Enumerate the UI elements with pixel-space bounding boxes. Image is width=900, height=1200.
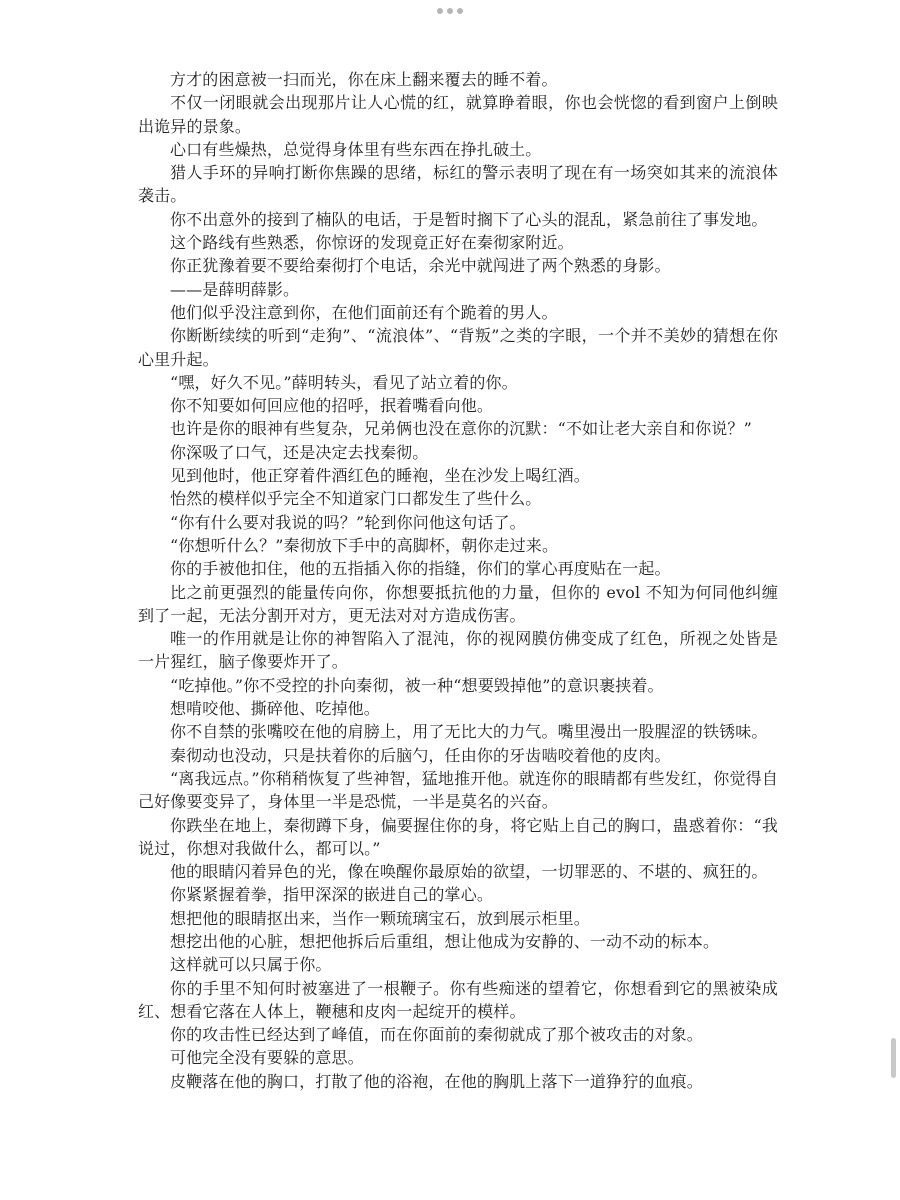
paragraph: 这个路线有些熟悉，你惊讶的发现竟正好在秦彻家附近。 — [170, 233, 574, 253]
paragraph: 皮鞭落在他的胸口，打散了他的浴袍，在他的胸肌上落下一道狰狞的血痕。 — [170, 1071, 703, 1091]
scrollbar[interactable] — [891, 1038, 896, 1078]
paragraph: 不仅一闭眼就会出现那片让人心慌的红，就算睁着眼，你也会恍惚的看到窗户上倒映出诡异的景象。 — [138, 93, 778, 136]
paragraph: “你有什么要对我说的吗？”轮到你问他这句话了。 — [170, 512, 526, 532]
paragraph: 你紧紧握着拳，指甲深深的嵌进自己的掌心。 — [170, 885, 494, 905]
paragraph: 秦彻动也没动，只是扶着你的后脑勺，任由你的牙齿啮咬着他的皮肉。 — [170, 745, 671, 765]
paragraph: ——是薛明薛影。 — [170, 279, 300, 299]
paragraph: “吃掉他。”你不受控的扑向秦彻，被一种“想要毁掉他”的意识裹挟着。 — [170, 675, 664, 695]
paragraph: 方才的困意被一扫而光，你在床上翻来覆去的睡不着。 — [170, 70, 558, 89]
paragraph: 也许是你的眼神有些复杂，兄弟俩也没在意你的沉默：“不如让老大亲自和你说？” — [170, 419, 752, 439]
paragraph: “离我远点。”你稍稍恢复了些神智，猛地推开他。就连你的眼睛都有些发红，你觉得自己好像要变异了，身体里一半是恐慌，一半是莫名的兴奋。 — [138, 768, 778, 812]
paragraph: 你跌坐在地上，秦彻蹲下身，偏要握住你的身，将它贴上自己的胸口，蛊惑着你：“我说过，你想对我做什么，都可以。” — [138, 815, 778, 858]
document-body — [138, 68, 778, 1093]
paragraph: 你不自禁的张嘴咬在他的肩膀上，用了无比大的力气。嘴里漫出一股腥涩的铁锈味。 — [170, 722, 768, 742]
paragraph: 他们似乎没注意到你，在他们面前还有个跪着的男人。 — [170, 302, 558, 322]
dot — [447, 8, 453, 14]
paragraph: 你断断续续的听到“走狗”、“流浪体”、“背叛”之类的字眼，一个并不美妙的猜想在你心里升起。 — [138, 326, 778, 369]
paragraph: 你的攻击性已经达到了峰值，而在你面前的秦彻就成了那个被攻击的对象。 — [170, 1025, 703, 1045]
more-options-icon[interactable] — [0, 8, 900, 14]
paragraph: 见到他时，他正穿着件酒红色的睡袍，坐在沙发上喝红酒。 — [170, 466, 590, 486]
paragraph: 你不知要如何回应他的招呼，抿着嘴看向他。 — [170, 396, 494, 416]
paragraph: 想挖出他的心脏，想把他拆后后重组，想让他成为安静的、一动不动的标本。 — [170, 931, 720, 951]
paragraph: 可他完全没有要躲的意思。 — [170, 1048, 364, 1068]
paragraph: 你正犹豫着要不要给秦彻打个电话，余光中就闯进了两个熟悉的身影。 — [170, 256, 671, 276]
paragraph: 想啃咬他、撕碎他、吃掉他。 — [170, 699, 380, 719]
paragraph: 他的眼睛闪着异色的光，像在唤醒你最原始的欲望，一切罪恶的、不堪的、疯狂的。 — [170, 862, 768, 882]
paragraph: 你的手被他扣住，他的五指插入你的指缝，你们的掌心再度贴在一起。 — [170, 559, 671, 579]
paragraph: 你的手里不知何时被塞进了一根鞭子。你有些痴迷的望着它，你想看到它的黑被染成红、想看它落在人体上，鞭穗和皮肉一起绽开的模样。 — [138, 978, 778, 1021]
paragraph: 想把他的眼睛抠出来，当作一颗琉璃宝石，放到展示柜里。 — [170, 908, 590, 928]
paragraph: 唯一的作用就是让你的神智陷入了混沌，你的视网膜仿佛变成了红色，所视之处皆是一片猩红，脑子像要炸开了。 — [138, 629, 778, 672]
paragraph: 猎人手环的异响打断你焦躁的思绪，标红的警示表明了现在有一场突如其来的流浪体袭击。 — [138, 163, 778, 206]
paragraph: 这样就可以只属于你。 — [170, 955, 332, 975]
paragraph: 怡然的模样似乎完全不知道家门口都发生了些什么。 — [170, 489, 542, 509]
paragraph: “嘿，好久不见。”薛明转头，看见了站立着的你。 — [170, 372, 518, 392]
paragraph: 比之前更强烈的能量传向你，你想要抵抗他的力量，但你的 evol 不知为何同他纠缠到了一起，无法分割开对方，更无法对对方造成伤害。 — [138, 582, 778, 625]
paragraph: 你深吸了口气，还是决定去找秦彻。 — [170, 442, 429, 462]
paragraph: 心口有些燥热，总觉得身体里有些东西在挣扎破土。 — [170, 139, 542, 159]
dot — [457, 8, 463, 14]
paragraph: “你想听什么？”秦彻放下手中的高脚杯，朝你走过来。 — [170, 535, 559, 555]
dot — [437, 8, 443, 14]
paragraph: 你不出意外的接到了楠队的电话，于是暂时搁下了心头的混乱，紧急前往了事发地。 — [170, 209, 768, 229]
